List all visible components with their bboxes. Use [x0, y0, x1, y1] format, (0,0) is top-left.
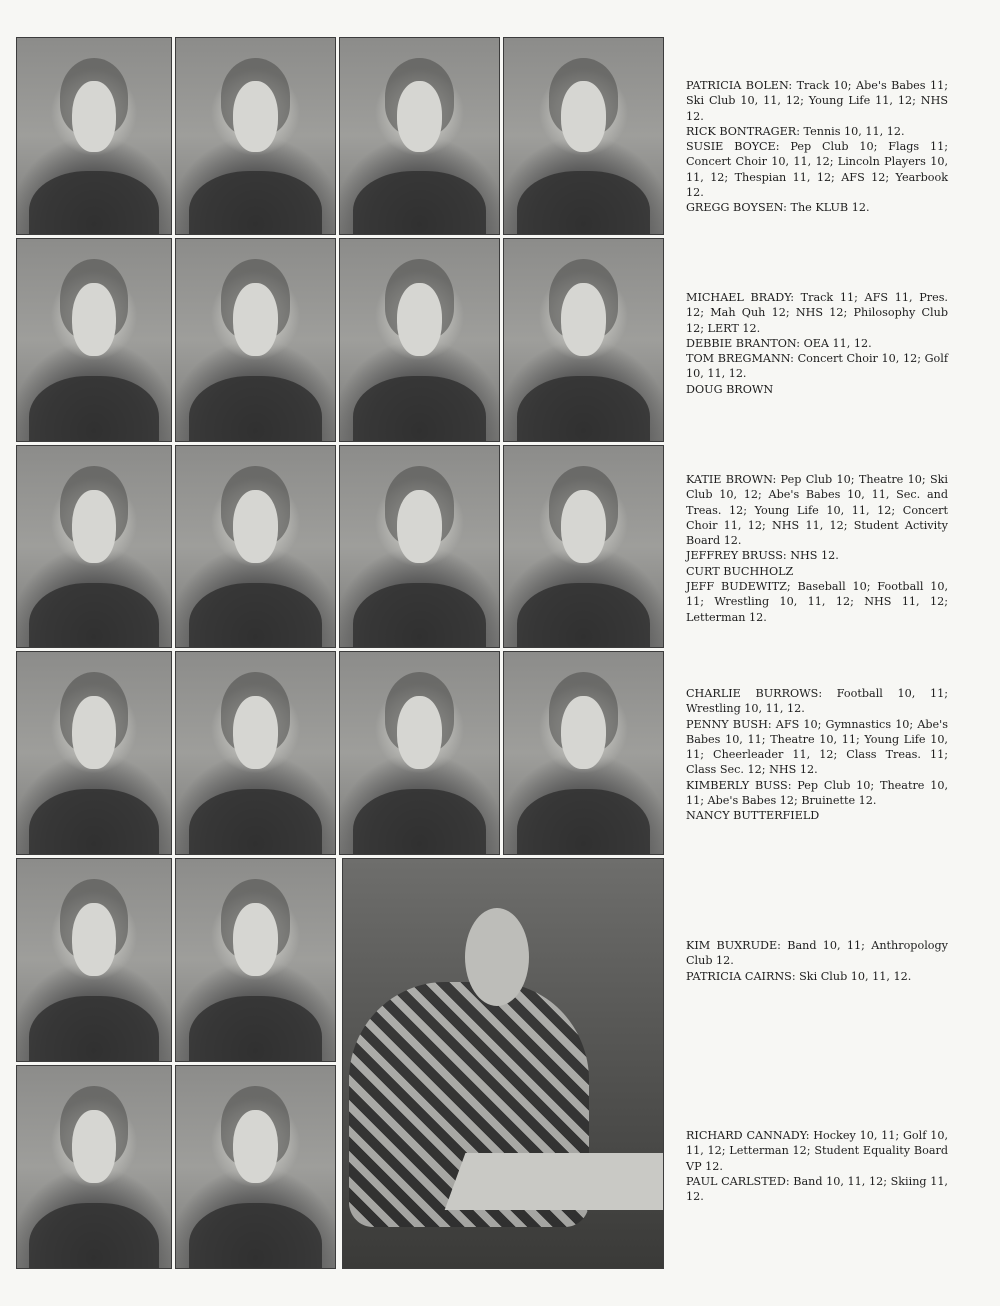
portrait-photo [339, 37, 500, 235]
portrait-photo [175, 445, 336, 648]
portrait-photo [16, 445, 172, 648]
portrait-photo [175, 651, 336, 855]
portrait-photo [16, 37, 172, 235]
student-entry: PATRICIA CAIRNS: Ski Club 10, 11, 12. [686, 969, 912, 983]
portrait-photo [175, 858, 336, 1062]
student-entry: CHARLIE BURROWS: Football 10, 11; Wrestling 10, 11, 12. [686, 687, 948, 716]
candid-photo [342, 858, 664, 1269]
student-entry: KIMBERLY BUSS: Pep Club 10; Theatre 10, 11; Abe's Babes 12; Bruinette 12. [686, 778, 948, 808]
student-entry: JEFF BUDEWITZ; Baseball 10; Football 10, 11; Wrestling 10, 11, 12; NHS 11, 12; Letterman 12. [686, 580, 948, 624]
student-entry: MICHAEL BRADY: Track 11; AFS 11, Pres. 12; Mah Quh 12; NHS 12; Philosophy Club 12; LERT 12. [686, 291, 948, 335]
portrait-photo [175, 37, 336, 235]
caption-block-2 [686, 290, 948, 397]
student-entry: JEFFREY BRUSS: NHS 12. [686, 549, 839, 563]
portrait-photo [503, 445, 664, 648]
student-entry: NANCY BUTTERFIELD [686, 809, 820, 823]
student-entry: PATRICIA BOLEN: Track 10; Abe's Babes 11; Ski Club 10, 11, 12; Young Life 11, 12; NHS 12. [686, 79, 948, 123]
student-entry: RICHARD CANNADY: Hockey 10, 11; Golf 10, 11, 12; Letterman 12; Student Equality Board VP 12. [686, 1129, 948, 1173]
portrait-photo [339, 651, 500, 855]
caption-block-4 [686, 686, 948, 824]
student-entry: SUSIE BOYCE: Pep Club 10; Flags 11; Concert Choir 10, 11, 12; Lincoln Players 10, 11, 12; Thespian 11, 12; AFS 12; Yearbook 12. [686, 140, 948, 200]
student-entry: TOM BREGMANN: Concert Choir 10, 12; Golf 10, 11, 12. [686, 352, 948, 381]
portrait-photo [175, 1065, 336, 1269]
student-entry: PENNY BUSH: AFS 10; Gymnastics 10; Abe's Babes 10, 11; Theatre 10, 11; Young Life 10, 11; Cheerleader 11, 12; Class Treas. 11; Class Sec. 12; NHS 12. [686, 717, 948, 777]
caption-block-6 [686, 1128, 948, 1204]
student-entry: RICK BONTRAGER: Tennis 10, 11, 12. [686, 124, 905, 138]
portrait-photo [16, 1065, 172, 1269]
portrait-photo [339, 238, 500, 442]
student-entry: GREGG BOYSEN: The KLUB 12. [686, 201, 870, 215]
portrait-photo [339, 445, 500, 648]
student-entry: PAUL CARLSTED: Band 10, 11, 12; Skiing 11, 12. [686, 1174, 948, 1204]
portrait-photo [16, 651, 172, 855]
student-entry: DOUG BROWN [686, 382, 774, 396]
portrait-photo [503, 37, 664, 235]
portrait-photo [175, 238, 336, 442]
portrait-photo [503, 238, 664, 442]
portrait-photo [16, 238, 172, 442]
student-entry: KIM BUXRUDE: Band 10, 11; Anthropology Club 12. [686, 939, 948, 968]
student-entry: CURT BUCHHOLZ [686, 564, 794, 578]
student-entry: DEBBIE BRANTON: OEA 11, 12. [686, 336, 872, 350]
caption-block-1 [686, 78, 948, 216]
student-entry: KATIE BROWN: Pep Club 10; Theatre 10; Ski Club 10, 12; Abe's Babes 10, 11, Sec. and Treas. 12; Young Life 10, 11, 12; Concert Choir 11, 12; NHS 11, 12; Student Activity Board 12. [686, 473, 948, 548]
caption-block-5 [686, 938, 948, 984]
portrait-photo [16, 858, 172, 1062]
portrait-photo [503, 651, 664, 855]
caption-block-3 [686, 472, 948, 625]
